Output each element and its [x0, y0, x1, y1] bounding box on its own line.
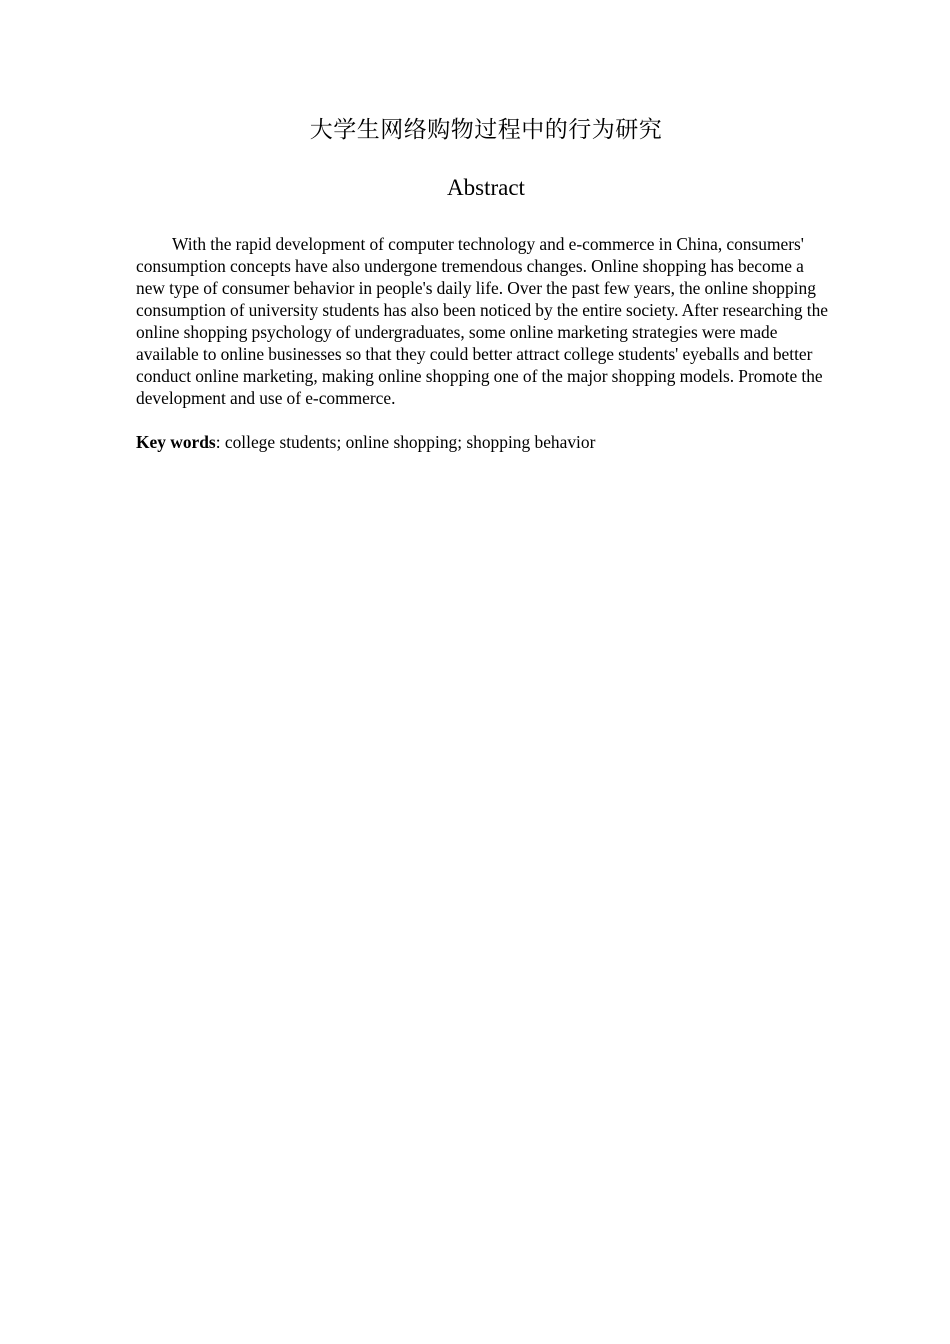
abstract-paragraph: With the rapid development of computer technology and e-commerce in China, consumers' consumption concepts have also undergone tremendous changes. Online shopping has become a new type of consumer behavior in people's daily life. Over the past few years, the online shopping consumption of university students has also been noticed by the entire society. After researching the online shopping psychology of undergraduates, some online marketing strategies were made available to online businesses so that they could better attract college students' eyeballs and better conduct online marketing, making online shopping one of the major shopping models. Promote the development and use of e-commerce.: [136, 234, 828, 408]
chinese-title: 大学生网络购物过程中的行为研究: [309, 117, 663, 143]
keywords-label: Key words: [136, 432, 216, 452]
keywords-line: [136, 431, 834, 453]
abstract-heading: Abstract: [447, 175, 525, 200]
keywords-separator: :: [215, 432, 225, 452]
keywords-list: college students; online shopping; shopping behavior: [224, 432, 596, 452]
